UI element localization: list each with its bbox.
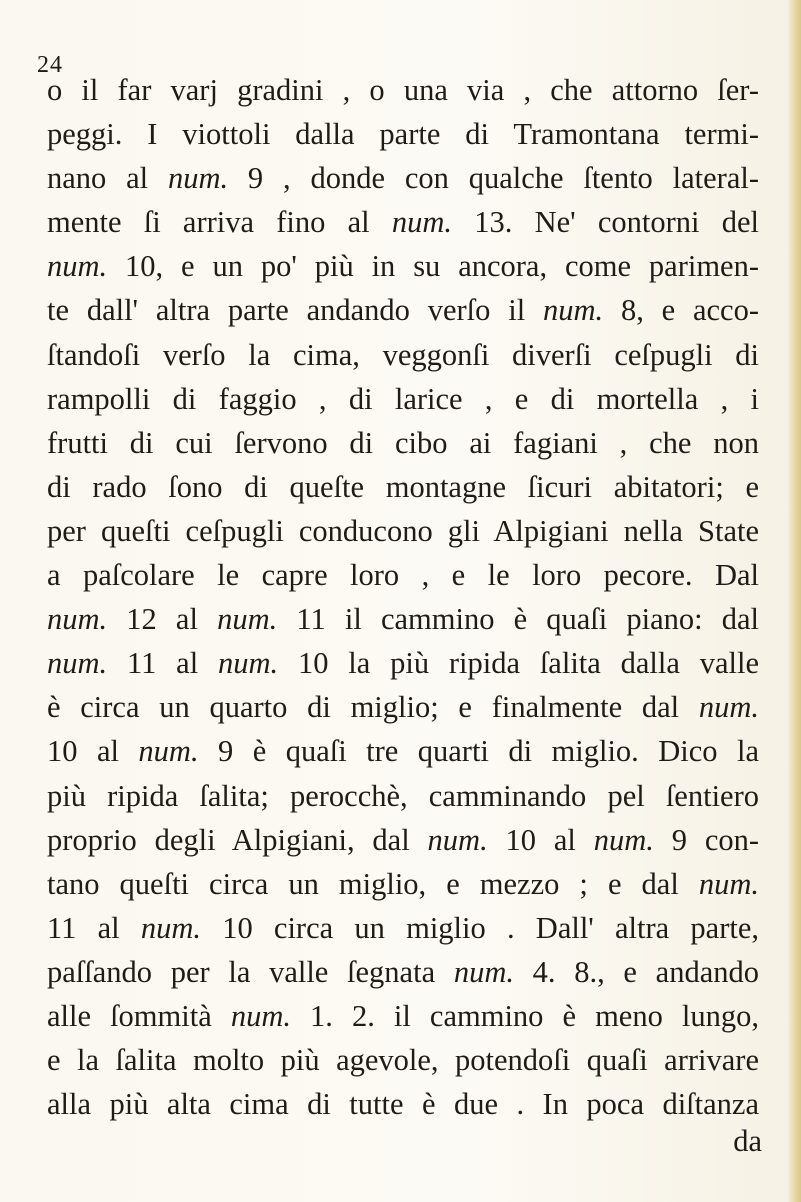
- text-line: alle ſommità num. 1. 2. il cammino è meno lungo,: [47, 998, 759, 1033]
- text-line: 10 al num. 9 è quaſi tre quarti di miglio. Dico la: [47, 734, 759, 769]
- text-line: o il far varj gradini , o una via , che attorno ſer-: [47, 73, 759, 107]
- text-line: nano al num. 9 , donde con qualche ſtento lateral-: [47, 161, 759, 196]
- text-line: alla più alta cima di tutte è due . In poca diſtanza: [47, 1087, 759, 1122]
- body-text: [47, 68, 759, 1126]
- text-line: ſtandoſi verſo la cima, veggonſi diverſi ceſpugli di: [47, 337, 759, 372]
- text-line: tano queſti circa un miglio, e mezzo ; e dal num.: [47, 866, 759, 901]
- text-line: rampolli di faggio , di larice , e di mortella , i: [47, 381, 759, 416]
- text-line: num. 10, e un po' più in su ancora, come parimen-: [47, 249, 759, 284]
- catchword: da: [733, 1124, 762, 1158]
- text-line: num. 12 al num. 11 il cammino è quaſi piano: dal: [47, 602, 759, 637]
- text-line: più ripida ſalita; perocchè, camminando pel ſentiero: [47, 778, 759, 813]
- text-line: te dall' altra parte andando verſo il num. 8, e acco-: [47, 293, 759, 328]
- text-line: frutti di cui ſervono di cibo ai fagiani , che non: [47, 425, 759, 460]
- text-line: per queſti ceſpugli conducono gli Alpigiani nella State: [47, 513, 759, 548]
- text-line: di rado ſono di queſte montagne ſicuri abitatori; e: [47, 469, 759, 504]
- text-line: num. 11 al num. 10 la più ripida ſalita dalla valle: [47, 646, 759, 681]
- page-edge-shadow: [787, 0, 801, 1202]
- text-line: peggi. I viottoli dalla parte di Tramontana termi-: [47, 117, 759, 152]
- text-line: paſſando per la valle ſegnata num. 4. 8., e andando: [47, 954, 759, 989]
- text-line: mente ſi arriva fino al num. 13. Ne' contorni del: [47, 205, 759, 240]
- text-line: proprio degli Alpigiani, dal num. 10 al num. 9 con-: [47, 822, 759, 857]
- text-line: 11 al num. 10 circa un miglio . Dall' altra parte,: [47, 910, 759, 945]
- text-line: e la ſalita molto più agevole, potendoſi quaſi arrivare: [47, 1043, 759, 1078]
- text-line: è circa un quarto di miglio; e finalmente dal num.: [47, 690, 759, 725]
- text-line: a paſcolare le capre loro , e le loro pecore. Dal: [47, 558, 759, 593]
- page-number: 24: [37, 52, 63, 78]
